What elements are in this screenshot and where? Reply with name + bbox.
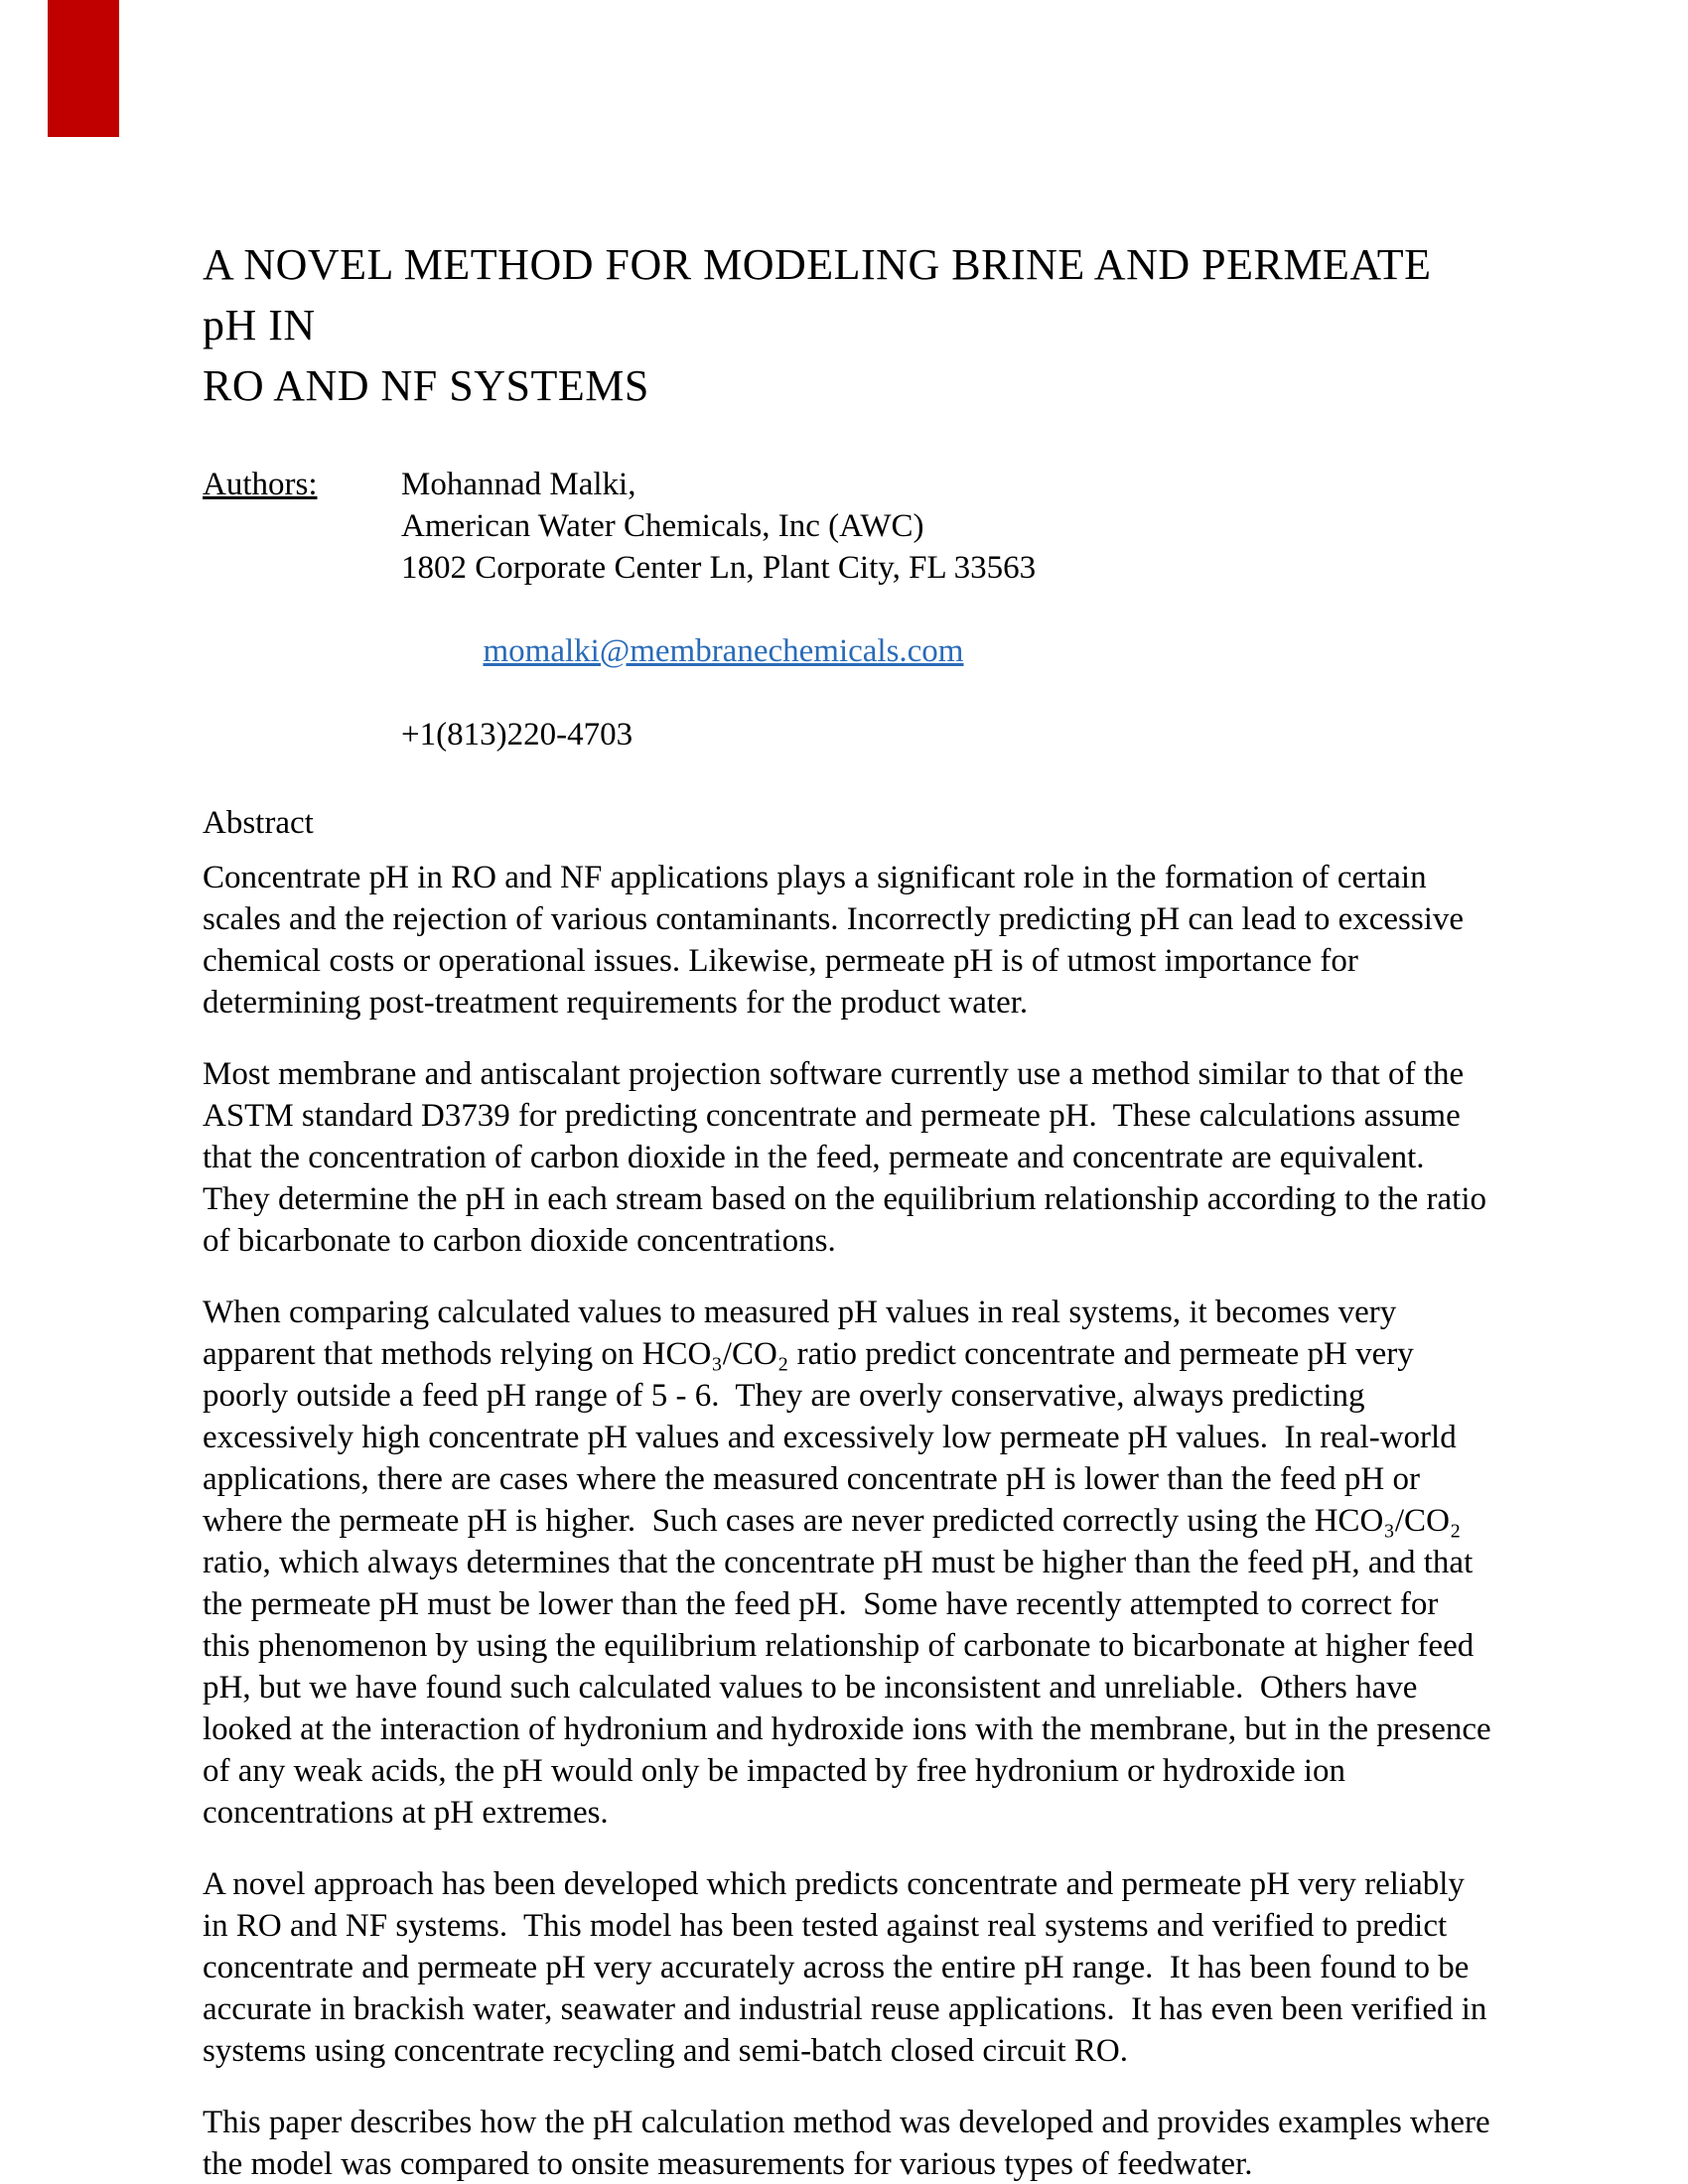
abstract-paragraph: Most membrane and antiscalant projection software currently use a method similar to that of the ASTM standard D3739 for predicting concentrate and permeate pH. These calculations assume that the concentration of carbon dioxide in the feed, permeate and concentrate are equivalent. They determine the pH in each stream based on the equilibrium relationship according to the ratio of bicarbonate to carbon dioxide concentrations.: [203, 1056, 1495, 1259]
document-title-line-1: A NOVEL METHOD FOR MODELING BRINE AND PERMEATE pH IN: [203, 240, 1432, 349]
abstract-paragraph: Concentrate pH in RO and NF applications plays a significant role in the formation of certain scales and the rejection of various contaminants. Incorrectly predicting pH can lead to excessive chemical costs or operational issues. Likewise, permeate pH is of utmost importance for determining post-treatment requirements for the product water.: [203, 860, 1473, 1021]
abstract-heading: Abstract: [203, 805, 314, 841]
document-title-line-2: RO AND NF SYSTEMS: [203, 361, 649, 410]
abstract-paragraph: This paper describes how the pH calculation method was developed and provides examples where the model was compared to onsite measurements for various types of feedwater.: [203, 2105, 1498, 2182]
author-line: 1802 Corporate Center Ln, Plant City, FL 33563: [401, 550, 1037, 586]
author-line: American Water Chemicals, Inc (AWC): [401, 508, 924, 544]
author-lines: [401, 464, 1493, 589]
document-title: [203, 234, 1493, 416]
abstract-paragraph: A novel approach has been developed which predicts concentrate and permeate pH very reliably in RO and NF systems. This model has been tested against real systems and verified to predict concentrate and permeate pH very accurately across the entire pH range. It has been found to be accurate in brackish water, seawater and industrial reuse applications. It has even been verified in systems using concentrate recycling and semi-batch closed circuit RO.: [203, 1866, 1495, 2069]
abstract-paragraphs: [203, 857, 1499, 2184]
authors-info: [401, 464, 1493, 755]
red-accent-bar: [48, 0, 119, 137]
author-email-line: [401, 589, 1493, 714]
page-content: [203, 0, 1499, 2184]
email-link[interactable]: momalki@membranechemicals.com: [483, 633, 964, 669]
author-phone: +1(813)220-4703: [401, 717, 633, 752]
authors-label: Authors:: [203, 467, 318, 502]
abstract-paragraph: When comparing calculated values to measured pH values in real systems, it becomes very apparent that methods relying on HCO₃/CO₂ ratio predict concentrate and permeate pH very poorly outside a feed pH range of 5 - 6. They are overly conservative, always predicting excessively high concentrate pH values and excessively low permeate pH values. In real-world applications, there are cases where the measured concentrate pH is lower than the feed pH or where the permeate pH is higher. Such cases are never predicted correctly using the HCO₃/CO₂ ratio, which always determines that the concentrate pH must be higher than the feed pH, and that the permeate pH must be lower than the feed pH. Some have recently attempted to correct for this phenomenon by using the equilibrium relationship of carbonate to bicarbonate at higher feed pH, but we have found such calculated values to be inconsistent and unreliable. Others have looked at the interaction of hydronium and hydroxide ions with the membrane, but in the presence of any weak acids, the pH would only be impacted by free hydronium or hydroxide ion concentrations at pH extremes.: [203, 1295, 1499, 1831]
author-line: Mohannad Malki,: [401, 467, 636, 502]
authors-block: [203, 464, 1493, 755]
